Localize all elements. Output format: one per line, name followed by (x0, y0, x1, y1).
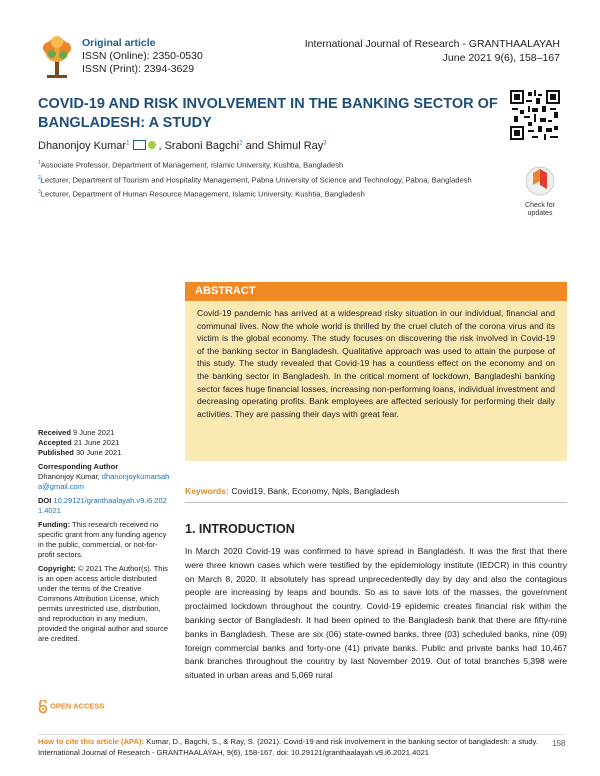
affiliations (38, 158, 518, 202)
issn-print: ISSN (Print): 2394-3629 (82, 63, 195, 75)
citation-label: How to cite this article (APA): (38, 737, 145, 746)
journal-name: International Journal of Research - GRANTHAALAYAH (304, 38, 560, 50)
envelope-icon[interactable] (133, 140, 146, 150)
journal-info (305, 37, 560, 65)
affiliation-item: $^1$Associate Professor, Department of Management, Islamic University, Kushtia, Bangladesh (38, 160, 344, 170)
abstract-text: Covid-19 pandemic has arrived at a widespread risky situation in our individual, financial and communal lives. Now the whole world is thrilled by the cruel clutch of the corona virus and its victim is the global economy. The study focuses on discovering the risk involved in Covid-19 of the banking sector in Bangladesh. Qualitative approach was used to attain the purpose of this study. The study revealed that Covid-19 has a countless effect on the economy and on the banking sector in Bangladesh. In the critical moment of lockdown, Bangladeshi banking sector faces huge financial losses, increasing non-performing loans, individual investment and decreasing operating profits. Bank employees are affected seriously for performing their daily activities. They are passing their days with great fear. (185, 301, 567, 461)
keywords (185, 486, 399, 496)
corresponding-email-link[interactable]: dhanonjoykumarsaha@gmail.com (38, 472, 170, 491)
paper-title: COVID-19 AND RISK INVOLVEMENT IN THE BANKING SECTOR OF BANGLADESH: A STUDY (38, 96, 498, 131)
footer-divider (38, 734, 566, 735)
author-name[interactable]: Shimul Ray (267, 140, 324, 152)
keywords-label: Keywords: (185, 486, 229, 496)
section-heading: 1. INTRODUCTION (185, 522, 295, 536)
page-number: 158 (552, 739, 566, 748)
received-date: 9 June 2021 (73, 428, 115, 437)
issn-online: ISSN (Online): 2350-0530 (82, 50, 203, 62)
journal-meta (82, 37, 203, 76)
published-date: 30 June 2021 (75, 448, 122, 457)
corresponding-name: Dhanonjoy Kumar, (38, 472, 100, 481)
article-type: Original article (82, 37, 156, 49)
accepted-date: 21 June 2021 (73, 438, 120, 447)
abstract-heading: ABSTRACT (185, 282, 567, 301)
doi-link[interactable]: 10.29121/granthaalayah.v9.i6.2021.4021 (38, 496, 167, 515)
article-sidebar: Received 9 June 2021 Accepted 21 June 2021 Published 30 June 2021 Corresponding Author Dhanonjoy Kumar, dhanonjoykumarsaha@gmail.com DOI 10.29121/granthaalayah.v9.i6.2021.4021 Funding: This research received no specific grant from any funding agency in the public, commercial, or not-for-profit sectors. Copyright: © 2021 The Author(s). This is an open access article distributed under the terms of the Creative Commons Attribution License, which permits unrestricted use, distribution, and reproduction in any medium, provided the original author and source are credited. (38, 428, 170, 643)
journal-issue: June 2021 9(6), 158–167 (442, 52, 560, 64)
check-updates-line: updates (527, 210, 553, 217)
journal-logo (37, 34, 77, 80)
qr-code-icon[interactable] (510, 90, 560, 140)
check-updates-line: Check for (525, 202, 555, 209)
affiliation-item: $^2$Lecturer, Department of Tourism and Hospitality Management, Pabna University of Science and Technology, Pabna, Bangladesh (38, 174, 472, 185)
orcid-icon[interactable] (148, 141, 156, 149)
open-lock-icon (38, 700, 48, 713)
author-name[interactable]: Sraboni Bagchi (164, 140, 240, 152)
bookmark-icon (515, 165, 565, 197)
funding-text: This research received no specific grant from any funding agency in the public, commercial, or not-for-profit sectors. (38, 520, 167, 559)
author-list: Dhanonjoy Kumar$^1$ , Sraboni Bagchi$^2$ and Shimul Ray$^3$ (38, 140, 327, 152)
affiliation-item: $^3$Lecturer, Department of Human Resource Management, Islamic University, Kushtia, Bangladesh (38, 189, 365, 199)
citation-footer (38, 737, 538, 758)
citation-text: Kumar, D., Bagchi, S., & Ray, S. (2021). Covid-19 and risk involvement in the banking sector of bangladesh: a study. International Journal of Research - GRANTHAALAYAH, 9(6), 158-167. doi: 10.29121/granthaalayah.v9.i6.2021.4021 (38, 737, 538, 757)
copyright-text: © 2021 The Author(s). This is an open access article distributed under the terms of the Creative Commons Attribution License, which permits unrestricted use, distribution, and reproduction in any medium, provided the original author and source are credited. (38, 564, 169, 643)
intro-text: In March 2020 Covid-19 was confirmed to have spread in Bangladesh. It was the first that there were three known cases which were testified by the epidemiology institute (IEDCR) in this country on March 8, 2020. It absolutely has spread unprecedentedly day by day and also the contagious people are increasing by leaps and bounds. So as to save lots of the masses, the government proclaimed lockdown throughout the country. Covid-19 epidemic creates financial risk within the banking sector of Bangladesh. It had been opined to the Bangladesh bank that there are fifty-nine banks in Bangladesh. These are six (06) state-owned banks, three (03) scheduled banks, nine (09) foreign commercial banks and forty-one (41) private banks. Public and private banks had 10,467 bank branches throughout the country by last November 2019. Out of total branches 5,398 were situated in urban areas and 5,069 rural (185, 546, 567, 681)
author-name[interactable]: Dhanonjoy Kumar (38, 140, 127, 152)
open-access-badge: OPEN ACCESS (38, 700, 118, 714)
keywords-value: Covid19, Bank, Economy, Npls, Bangladesh (231, 486, 400, 496)
check-for-updates-button[interactable] (515, 165, 565, 220)
divider (185, 502, 567, 503)
corresponding-label: Corresponding Author (38, 462, 119, 471)
